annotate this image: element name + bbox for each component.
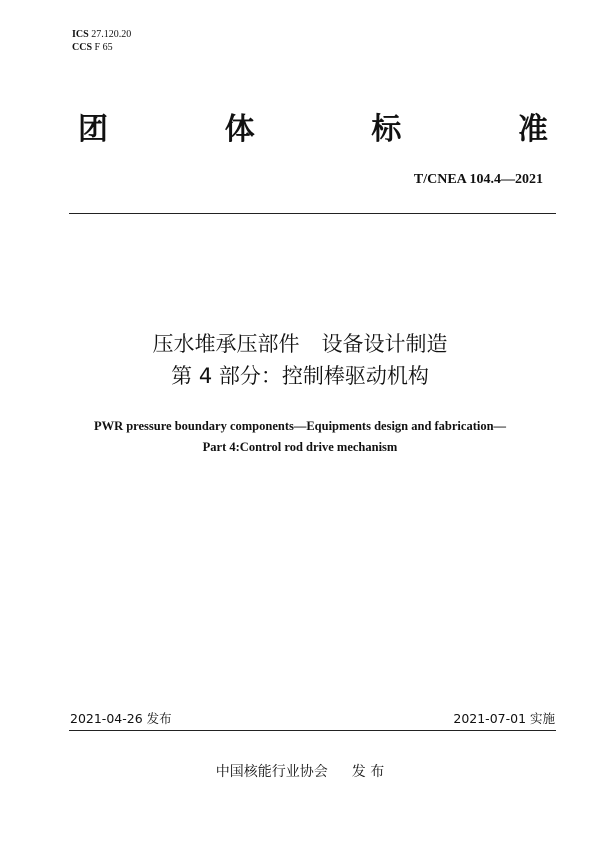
ccs-code — [72, 41, 131, 54]
english-title-line-2: Part 4:Control rod drive mechanism — [202, 440, 398, 454]
classification-codes — [72, 28, 131, 54]
top-divider — [69, 213, 556, 214]
ics-label: ICS — [72, 29, 89, 40]
chinese-title-part-1: 压水堆承压部件 — [152, 332, 300, 356]
standard-type-heading — [78, 112, 548, 148]
ics-code — [72, 28, 131, 41]
bottom-divider — [69, 730, 556, 731]
issue-date: 2021-04-26 发布 — [70, 711, 172, 726]
chinese-title — [0, 328, 600, 392]
implementation-date: 2021-07-01 实施 — [453, 711, 555, 726]
ccs-label: CCS — [72, 42, 93, 53]
standard-type-char: 标 — [371, 112, 402, 147]
chinese-title-part-2: 设备设计制造 — [321, 332, 448, 356]
standard-type-char: 准 — [517, 112, 548, 147]
publisher-line — [0, 763, 600, 781]
standard-type-char: 体 — [224, 112, 255, 147]
chinese-title-line-1 — [0, 328, 600, 360]
standard-number: T/CNEA 104.4—2021 — [413, 172, 543, 187]
ics-value: 27.120.20 — [91, 29, 132, 40]
standard-type-char: 团 — [78, 112, 108, 147]
english-title — [0, 416, 600, 458]
chinese-title-line-2: 第 4 部分：控制棒驱动机构 — [171, 364, 429, 388]
ccs-value: F 65 — [94, 42, 113, 53]
publisher-action: 发 布 — [351, 764, 385, 780]
english-title-line-1: PWR pressure boundary components—Equipments design and fabrication— — [93, 419, 507, 433]
publisher-name: 中国核能行业协会 — [215, 764, 328, 780]
